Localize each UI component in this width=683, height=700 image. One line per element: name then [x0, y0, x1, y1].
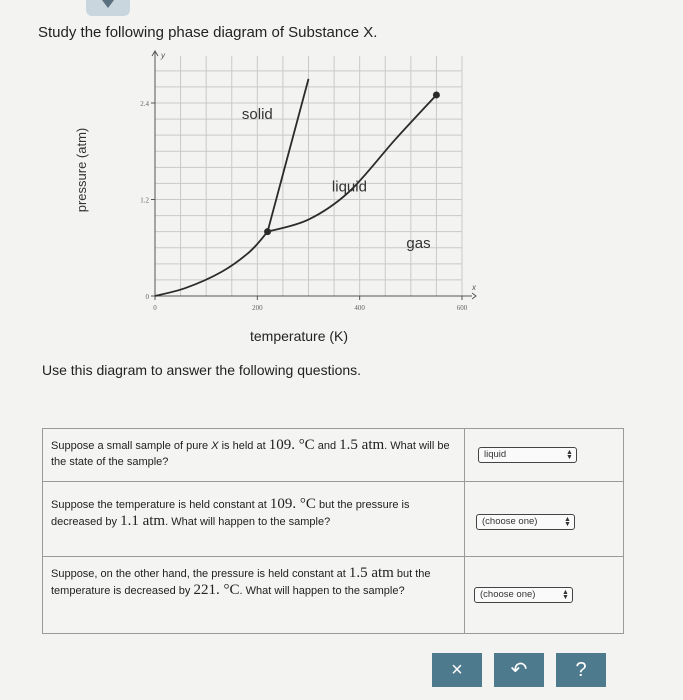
select-arrows-icon: ▲ ▼ — [562, 589, 569, 601]
x-axis-symbol: x — [472, 283, 476, 292]
question-text-3: Suppose, on the other hand, the pressure is held constant at 1.5 atm but the temperature is decreased by 221. °C. What will happen to the sample? — [43, 557, 465, 633]
x-tick-label: 0 — [153, 304, 157, 312]
answer-select-2-value: (choose one) — [482, 516, 538, 527]
select-arrows-icon: ▲ ▼ — [566, 449, 573, 461]
answer-select-1[interactable] — [478, 447, 577, 463]
question-row-2 — [43, 482, 623, 557]
question-row-1 — [43, 429, 623, 482]
answer-select-3[interactable] — [474, 587, 573, 603]
question-row-3 — [43, 557, 623, 633]
help-icon: ? — [575, 659, 587, 681]
close-icon: × — [451, 659, 463, 681]
y-axis-label: pressure (atm) — [74, 127, 89, 213]
y-tick-label: 0 — [145, 293, 149, 301]
x-tick-label: 400 — [354, 304, 365, 312]
critical-point — [433, 91, 440, 98]
x-axis-arrow — [472, 293, 476, 299]
undo-button[interactable] — [494, 653, 544, 687]
y-tick-label: 1.2 — [140, 196, 149, 205]
x-tick-label: 600 — [456, 304, 468, 312]
region-label-liquid: liquid — [331, 178, 367, 196]
phase-diagram — [0, 0, 683, 340]
triple-point — [264, 228, 271, 235]
undo-icon: ↶ — [510, 659, 528, 681]
question-text-2: Suppose the temperature is held constant at 109. °C but the pressure is decreased by 1.1 atm. What will happen to the sample? — [43, 482, 465, 556]
question-text-1: Suppose a small sample of pure X is held at 109. °C and 1.5 atm. What will be the state of the sample? — [43, 429, 465, 481]
region-label-gas: gas — [406, 234, 431, 252]
page-title: Study the following phase diagram of Substance X. — [38, 24, 378, 41]
answer-select-2[interactable] — [476, 514, 575, 530]
x-axis-label: temperature (K) — [250, 328, 349, 344]
answer-select-1-value: liquid — [484, 449, 507, 460]
melting-curve — [268, 79, 309, 232]
question-table — [42, 428, 624, 634]
y-tick-label: 2.4 — [140, 100, 149, 108]
region-label-solid: solid — [241, 106, 273, 124]
help-button[interactable] — [556, 653, 606, 687]
close-button[interactable] — [432, 653, 482, 687]
select-arrows-icon: ▲ ▼ — [564, 516, 571, 528]
y-axis-symbol: y — [161, 51, 165, 60]
x-tick-label: 200 — [252, 304, 263, 312]
instructions: Use this diagram to answer the following questions. — [42, 362, 362, 378]
answer-select-3-value: (choose one) — [480, 589, 536, 600]
